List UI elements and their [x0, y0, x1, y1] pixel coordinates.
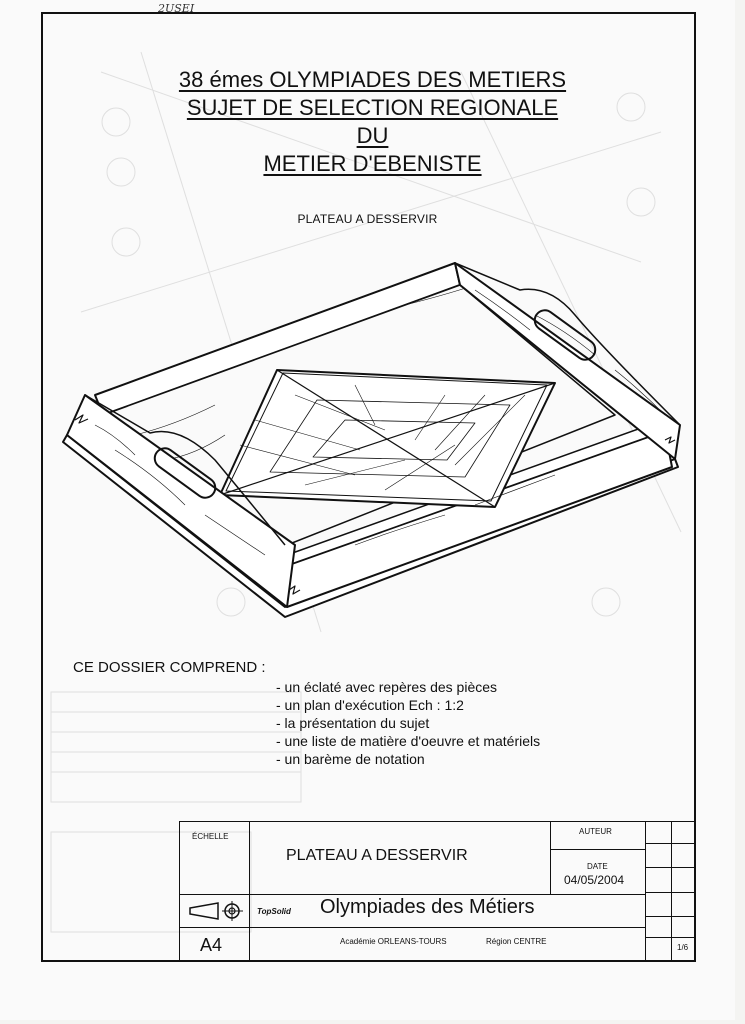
list-item: - un éclaté avec repères des pièces: [276, 679, 498, 695]
organisation-name: Olympiades des Métiers: [320, 896, 535, 918]
list-item: - un plan d'exécution Ech : 1:2: [276, 697, 464, 713]
cartouche-divider: [645, 916, 695, 917]
list-item: - une liste de matière d'oeuvre et matériels: [276, 733, 541, 749]
academy-name: Académie ORLEANS-TOURS: [340, 937, 447, 946]
cartouche-divider: [180, 927, 645, 928]
title-line-4: METIER D'EBENISTE: [263, 151, 482, 176]
cartouche-divider: [180, 894, 645, 895]
date-value: 04/05/2004: [564, 873, 625, 887]
cartouche-divider: [249, 822, 250, 960]
title-line-2: SUJET DE SELECTION REGIONALE: [186, 95, 559, 120]
author-label: AUTEUR: [579, 827, 612, 836]
contents-list: [276, 678, 540, 768]
contents-heading: CE DOSSIER COMPREND :: [73, 659, 266, 676]
list-item: - un barème de notation: [276, 751, 425, 767]
cartouche-divider: [645, 867, 695, 868]
cartouche-divider: [645, 892, 695, 893]
topsolid-logo: TopSolid: [257, 907, 291, 916]
region-name: Région CENTRE: [486, 937, 547, 946]
paper-format: A4: [200, 935, 223, 955]
projection-symbol-icon: [188, 900, 244, 922]
scale-label: ÉCHELLE: [192, 832, 229, 841]
cartouche-divider: [645, 843, 695, 844]
cartouche-divider: [645, 937, 695, 938]
part-title: PLATEAU A DESSERVIR: [286, 847, 468, 864]
tray-illustration: [55, 245, 690, 630]
title-block: [100, 66, 645, 178]
list-item: - la présentation du sujet: [276, 715, 430, 731]
date-label: DATE: [587, 862, 608, 871]
cartouche: [179, 821, 696, 962]
title-line-3: DU: [356, 123, 389, 148]
subtitle: PLATEAU A DESSERVIR: [297, 212, 438, 226]
title-line-1: 38 émes OLYMPIADES DES METIERS: [178, 67, 567, 92]
handwritten-note: 2USEI: [158, 2, 195, 15]
cartouche-divider: [550, 822, 551, 894]
page-number: 1/6: [677, 943, 689, 952]
cartouche-divider: [551, 849, 645, 850]
